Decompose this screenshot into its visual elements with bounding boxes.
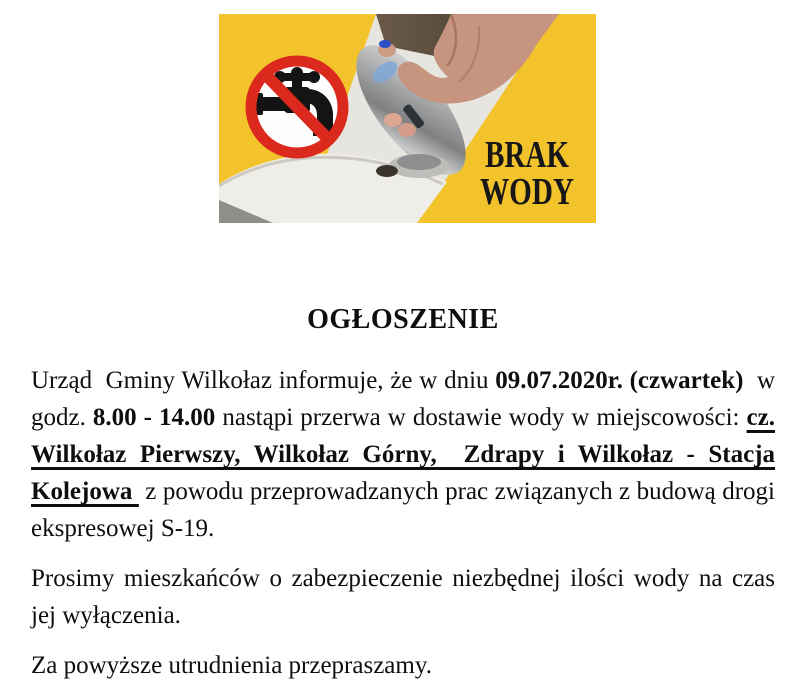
announcement-paragraph-2 bbox=[31, 560, 775, 634]
no-water-sign bbox=[250, 61, 343, 153]
text-segment: w godz. bbox=[31, 367, 776, 431]
text-segment: 8.00 - 14.00 bbox=[92, 404, 216, 431]
announcement-paragraph-3 bbox=[31, 647, 775, 684]
hero-image bbox=[219, 14, 596, 223]
text-segment: 09.07.2020r. (czwartek) bbox=[495, 367, 744, 394]
announcement-paragraph-1 bbox=[31, 362, 775, 547]
drain-hole bbox=[376, 165, 398, 177]
announcement-page bbox=[0, 14, 806, 700]
text-segment: Urząd Gminy Wilkołaz informuje, że w dniu bbox=[31, 367, 496, 394]
text-segment: nastąpi przerwa w dostawie wody w miejscowości: bbox=[215, 404, 747, 431]
brak-wody-caption bbox=[480, 134, 574, 213]
page-title: OGŁOSZENIE bbox=[307, 304, 499, 335]
text-segment: Za powyższe utrudnienia przepraszamy. bbox=[31, 652, 432, 679]
brak-wody-banner bbox=[219, 14, 596, 223]
text-segment: Prosimy mieszkańców o zabezpieczenie niezbędnej ilości wody na czas jej wyłączenia. bbox=[31, 565, 775, 629]
text-segment: z powodu przeprowadzanych prac związanych z budową drogi ekspresowej S-19. bbox=[31, 478, 776, 542]
caption-line-2: WODY bbox=[480, 171, 574, 213]
blue-nail bbox=[379, 40, 391, 48]
announcement-body bbox=[0, 362, 806, 684]
text-segment: cz. Wilkołaz Pierwszy, Wilkołaz Górny, Zdrapy i Wilkołaz - Stacja Kolejowa bbox=[31, 404, 775, 505]
caption-line-1: BRAK bbox=[485, 134, 570, 176]
